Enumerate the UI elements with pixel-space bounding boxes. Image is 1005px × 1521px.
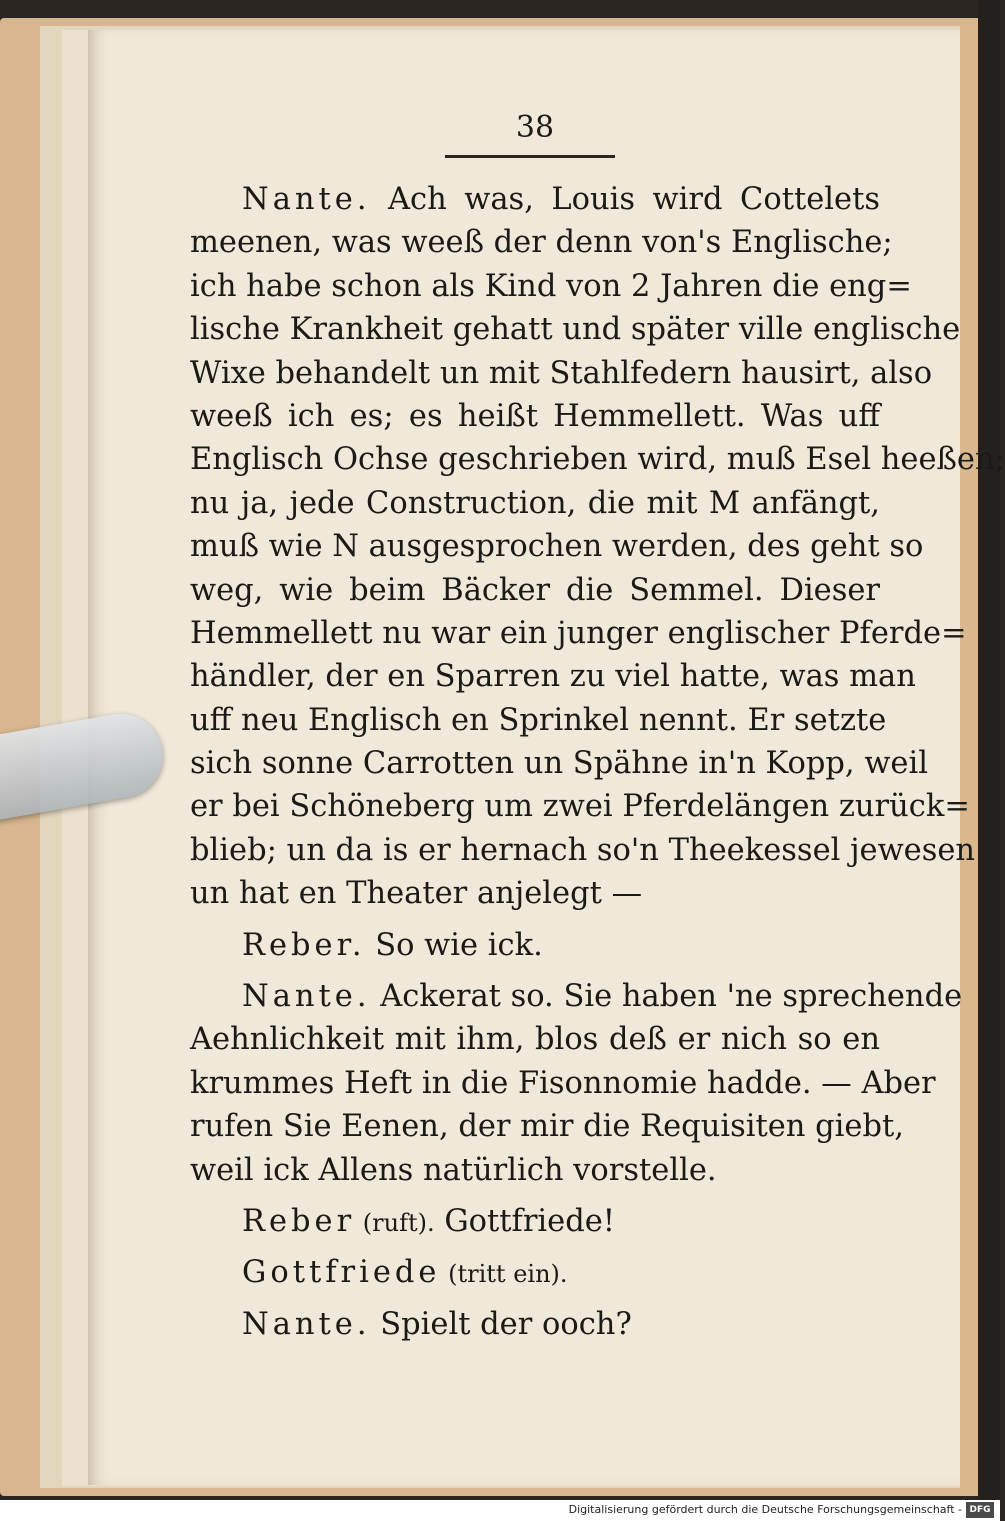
line-text: sich sonne Carrotten un Spähne in'n Kopp, weil xyxy=(190,746,928,782)
text-line xyxy=(190,308,961,351)
text-line xyxy=(190,699,887,742)
line-text: Hemmellett nu war ein junger englischer Pferde= xyxy=(190,615,967,651)
line-text: er bei Schöneberg um zwei Pferdelängen zurück= xyxy=(190,789,970,825)
footer-credit: Digitalisierung gefördert durch die Deutsche Forschungsgemeinschaft - xyxy=(568,1503,962,1516)
line-text: So wie ick. xyxy=(365,927,543,963)
speaker-name: Gottfriede xyxy=(242,1255,441,1291)
speaker-name: Nante. xyxy=(242,182,371,217)
line-text: Spielt der ooch? xyxy=(370,1306,632,1342)
line-text: blieb; un da is er hernach so'n Theekessel jewesen xyxy=(190,832,976,868)
header-rule xyxy=(445,155,615,158)
cover-right-edge xyxy=(960,22,978,1492)
body-text xyxy=(190,178,1005,1346)
text-line xyxy=(190,829,976,872)
text-line xyxy=(190,482,880,525)
text-line xyxy=(190,975,963,1018)
text-line xyxy=(190,924,880,967)
text-line xyxy=(190,525,924,568)
text-line xyxy=(190,1200,880,1243)
text-line xyxy=(190,1149,880,1192)
text-line xyxy=(190,612,967,655)
line-text: meenen, was weeß der denn von's Englische; xyxy=(190,225,893,261)
line-text: weil ick Allens natürlich vorstelle. xyxy=(190,1152,717,1188)
line-text: Wixe behandelt un mit Stahlfedern hausirt, also xyxy=(190,355,933,391)
line-text: weeß ich es; es heißt Hemmellett. Was uff xyxy=(190,398,880,434)
text-line xyxy=(190,178,880,221)
line-text: un hat en Theater anjelegt — xyxy=(190,876,643,912)
speaker-name: Reber xyxy=(242,1203,356,1239)
stage-direction: (tritt ein). xyxy=(440,1260,568,1289)
text-line xyxy=(190,569,880,612)
line-text: Englisch Ochse geschrieben wird, muß Esel heeßen; xyxy=(190,442,1005,478)
line-text: ich habe schon als Kind von 2 Jahren die eng= xyxy=(190,268,912,304)
line-text: händler, der en Sparren zu viel hatte, was man xyxy=(190,659,916,695)
text-line xyxy=(190,872,880,915)
speaker-name: Nante. xyxy=(242,1306,371,1342)
text-line xyxy=(190,655,916,698)
line-text: uff neu Englisch en Sprinkel nennt. Er setzte xyxy=(190,702,887,738)
text-line xyxy=(190,742,928,785)
text-line xyxy=(190,438,1005,481)
speaker-name: Reber. xyxy=(242,927,366,963)
text-line xyxy=(190,1062,936,1105)
text-line xyxy=(190,1105,904,1148)
text-line xyxy=(190,785,970,828)
speaker-name: Nante. xyxy=(242,979,371,1015)
line-text: rufen Sie Eenen, der mir die Requisiten giebt, xyxy=(190,1109,904,1145)
line-text: krummes Heft in die Fisonnomie hadde. — Aber xyxy=(190,1065,936,1101)
line-text: weg, wie beim Bäcker die Semmel. Dieser xyxy=(190,572,880,608)
text-line xyxy=(190,395,880,438)
line-text: nu ja, jede Construction, die mit M anfängt, xyxy=(190,485,880,521)
scanner-border xyxy=(978,0,1000,1500)
text-line xyxy=(190,352,933,395)
text-line xyxy=(190,265,912,308)
line-text: lische Krankheit gehatt und später ville englische xyxy=(190,312,961,348)
stage-direction: (ruft). xyxy=(355,1208,435,1237)
text-line xyxy=(190,1251,880,1294)
line-text: muß wie N ausgesprochen werden, des geht so xyxy=(190,529,924,565)
line-text: Gottfriede! xyxy=(434,1203,616,1239)
line-text: Aehnlichkeit mit ihm, blos deß er nich so en xyxy=(190,1022,880,1058)
text-line xyxy=(190,1303,880,1346)
text-line xyxy=(190,221,893,264)
line-text: Ach was, Louis wird Cottelets xyxy=(370,182,880,217)
text-line xyxy=(190,1018,880,1061)
dfg-logo: DFG xyxy=(966,1502,994,1518)
page-number: 38 xyxy=(515,110,555,145)
line-text: Ackerat so. Sie haben 'ne sprechende xyxy=(370,979,963,1015)
